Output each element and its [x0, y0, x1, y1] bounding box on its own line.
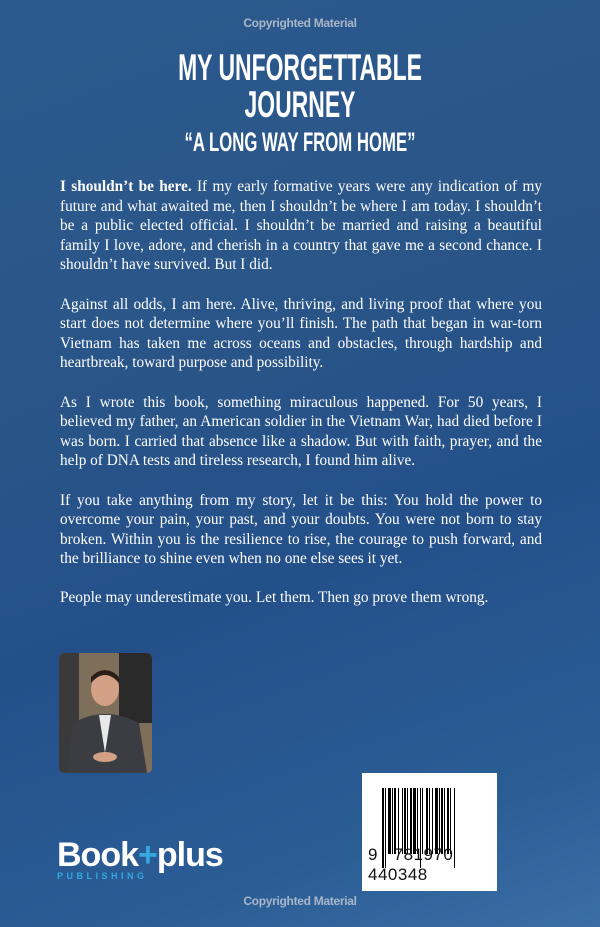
plus-icon: +: [138, 836, 157, 874]
paragraph-5: People may underestimate you. Let them. Then go prove them wrong.: [60, 589, 489, 607]
book-title-line2: JOURNEY: [244, 84, 356, 125]
isbn-lead-digit: 9: [368, 845, 378, 864]
paragraph-2: Against all odds, I am here. Alive, thriving, and living proof that where you start does not determine where you’ll finish. The path that began in war-torn Vietnam has taken me across oceans and obstacles, through hardship and heartbreak, toward purpose and possibility.: [60, 295, 542, 372]
lead-sentence: I shouldn’t be here.: [60, 178, 192, 195]
paragraph-1: [60, 177, 542, 275]
paragraph-1-text: If my early formative years were any indication of my future and what awaited me, then I shouldn’t be where I am today. I shouldn’t be a public elected official. I shouldn’t be married and raising a beautiful family I love, adore, and cherish in a country that gave me a second chance. I shouldn’t have survived. But I did.: [60, 178, 542, 274]
logo-plus: plus: [156, 836, 223, 874]
back-cover-blurb: [60, 177, 542, 628]
isbn-digits: 781970 440348: [368, 845, 454, 884]
book-title-line1: MY UNFORGETTABLE: [178, 47, 422, 88]
isbn-barcode: [362, 773, 497, 891]
paragraph-3: As I wrote this book, something miraculous happened. For 50 years, I believed my father, an American soldier in the Vietnam War, had died before I was born. I carried that absence like a shadow. But with faith, prayer, and the help of DNA tests and tireless research, I found him alive.: [60, 393, 542, 470]
isbn-number: [368, 845, 497, 885]
logo-tagline: PUBLISHING: [57, 871, 148, 881]
logo-book: Book: [57, 836, 138, 874]
copyright-notice-top: Copyrighted Material: [243, 16, 357, 30]
author-photo: [59, 653, 152, 773]
publisher-logo: [57, 836, 223, 881]
book-subtitle: “A LONG WAY FROM HOME”: [184, 127, 416, 157]
paragraph-4: If you take anything from my story, let it be this: You hold the power to overcome your pain, your past, and your doubts. You were not born to stay broken. Within you is the resilience to rise, the courage to push forward, and the brilliance to shine even when no one else sees it yet.: [60, 491, 542, 568]
copyright-notice-bottom: Copyrighted Material: [243, 894, 357, 908]
